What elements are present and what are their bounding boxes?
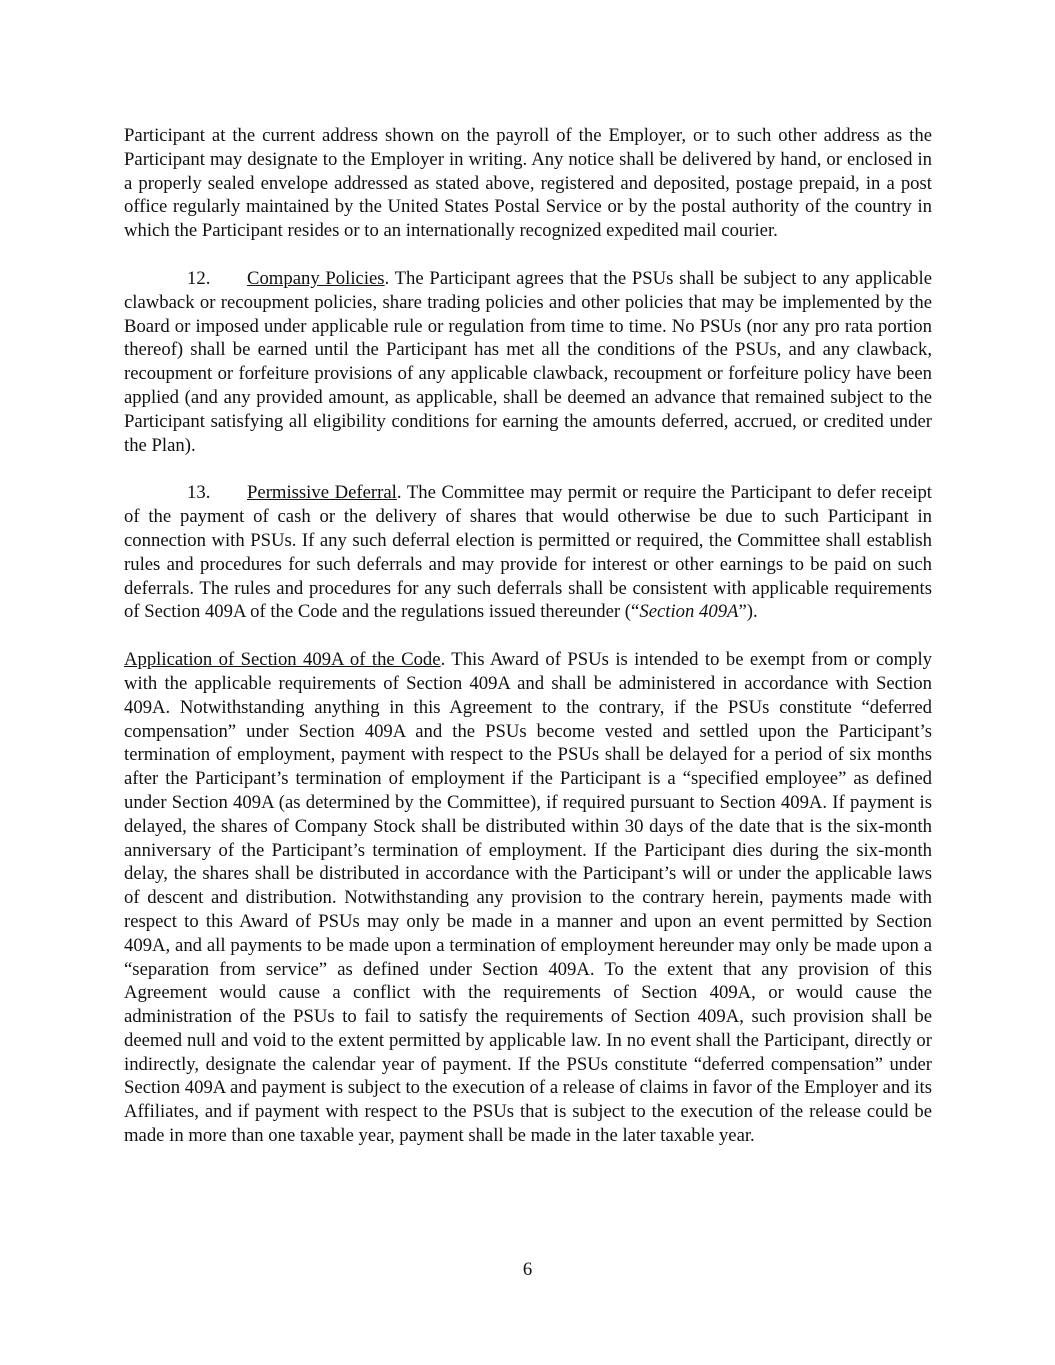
section-12-body: . The Participant agrees that the PSUs shall be subject to any applicable clawback or recoupment policies, share trading policies and other policies that may be implemented by the Board or imposed under applicable rule or regulation from time to time. No PSUs (nor any pro rata portion thereof) shall be earned until the Participant has met all the conditions of the PSUs, and any clawback, recoupment or forfeiture provisions of any applicable clawback, recoupment or forfeiture policy have been applied (and any provided amount, as applicable, shall be deemed an advance that remained subject to the Participant satisfying all eligibility conditions for earning the amounts deferred, accrued, or credited under the Plan).: [124, 267, 933, 456]
section-13-body: . The Committee may permit or require the Participant to defer receipt of the payment of cash or the delivery of shares that would otherwise be due to such Participant in connection with PSUs. If any such deferral election is permitted or required, the Committee shall establish rules and procedures for such deferrals and may provide for interest or other earnings to be paid on such deferrals. The rules and procedures for any such deferrals shall be consistent with applicable requirements of Section 409A of the Code and the regulations issued thereunder (“: [124, 482, 932, 623]
section-13-defined-term: Section 409A: [639, 601, 739, 623]
section-12-heading: Company Policies: [247, 267, 385, 289]
section-12-paragraph: [124, 267, 932, 457]
section-13-heading: Permissive Deferral: [247, 482, 397, 504]
page-number: 6: [522, 1259, 533, 1280]
notice-continuation-paragraph: [124, 124, 932, 243]
section-13-closing: ”).: [738, 601, 758, 623]
notice-continuation-text: Participant at the current address shown on the payroll of the Employer, or to such other address as the Participant may designate to the Employer in writing. Any notice shall be delivered by hand, or enclosed in a properly sealed envelope addressed as stated above, registered and deposited, postage prepaid, in a post office regularly maintained by the United States Postal Service or by the postal authority of the country in which the Participant resides or to an internationally recognized expedited mail courier.: [124, 125, 932, 242]
section-409a-heading: Application of Section 409A of the Code: [124, 649, 441, 671]
section-409a-paragraph: [124, 648, 932, 1148]
document-page: [124, 124, 932, 1172]
section-409a-body: . This Award of PSUs is intended to be exempt from or comply with the applicable requirements of Section 409A and shall be administered in accordance with Section 409A. Notwithstanding anything in this Agreement to the contrary, if the PSUs constitute “deferred compensation” under Section 409A and the PSUs become vested and settled upon the Participant’s termination of employment, payment with respect to the PSUs shall be delayed for a period of six months after the Participant’s termination of employment if the Participant is a “specified employee” as defined under Section 409A (as determined by the Committee), if required pursuant to Section 409A. If payment is delayed, the shares of Company Stock shall be distributed within 30 days of the date that is the six-month anniversary of the Participant’s termination of employment. If the Participant dies during the six-month delay, the shares shall be distributed in accordance with the Participant’s will or under the applicable laws of descent and distribution. Notwithstanding any provision to the contrary herein, payments made with respect to this Award of PSUs may only be made in a manner and upon an event permitted by Section 409A, and all payments to be made upon a termination of employment hereunder may only be made upon a “separation from service” as defined under Section 409A. To the extent that any provision of this Agreement would cause a conflict with the requirements of Section 409A, or would cause the administration of the PSUs to fail to satisfy the requirements of Section 409A, such provision shall be deemed null and void to the extent permitted by applicable law. In no event shall the Participant, directly or indirectly, designate the calendar year of payment. If the PSUs constitute “deferred compensation” under Section 409A and payment is subject to the execution of a release of claims in favor of the Employer and its Affiliates, and if payment with respect to the PSUs that is subject to the execution of the release could be made in more than one taxable year, payment shall be made in the later taxable year.: [124, 649, 933, 1147]
section-13-paragraph: [124, 481, 932, 624]
section-12-number: 12.: [187, 267, 211, 289]
section-13-number: 13.: [187, 482, 211, 504]
